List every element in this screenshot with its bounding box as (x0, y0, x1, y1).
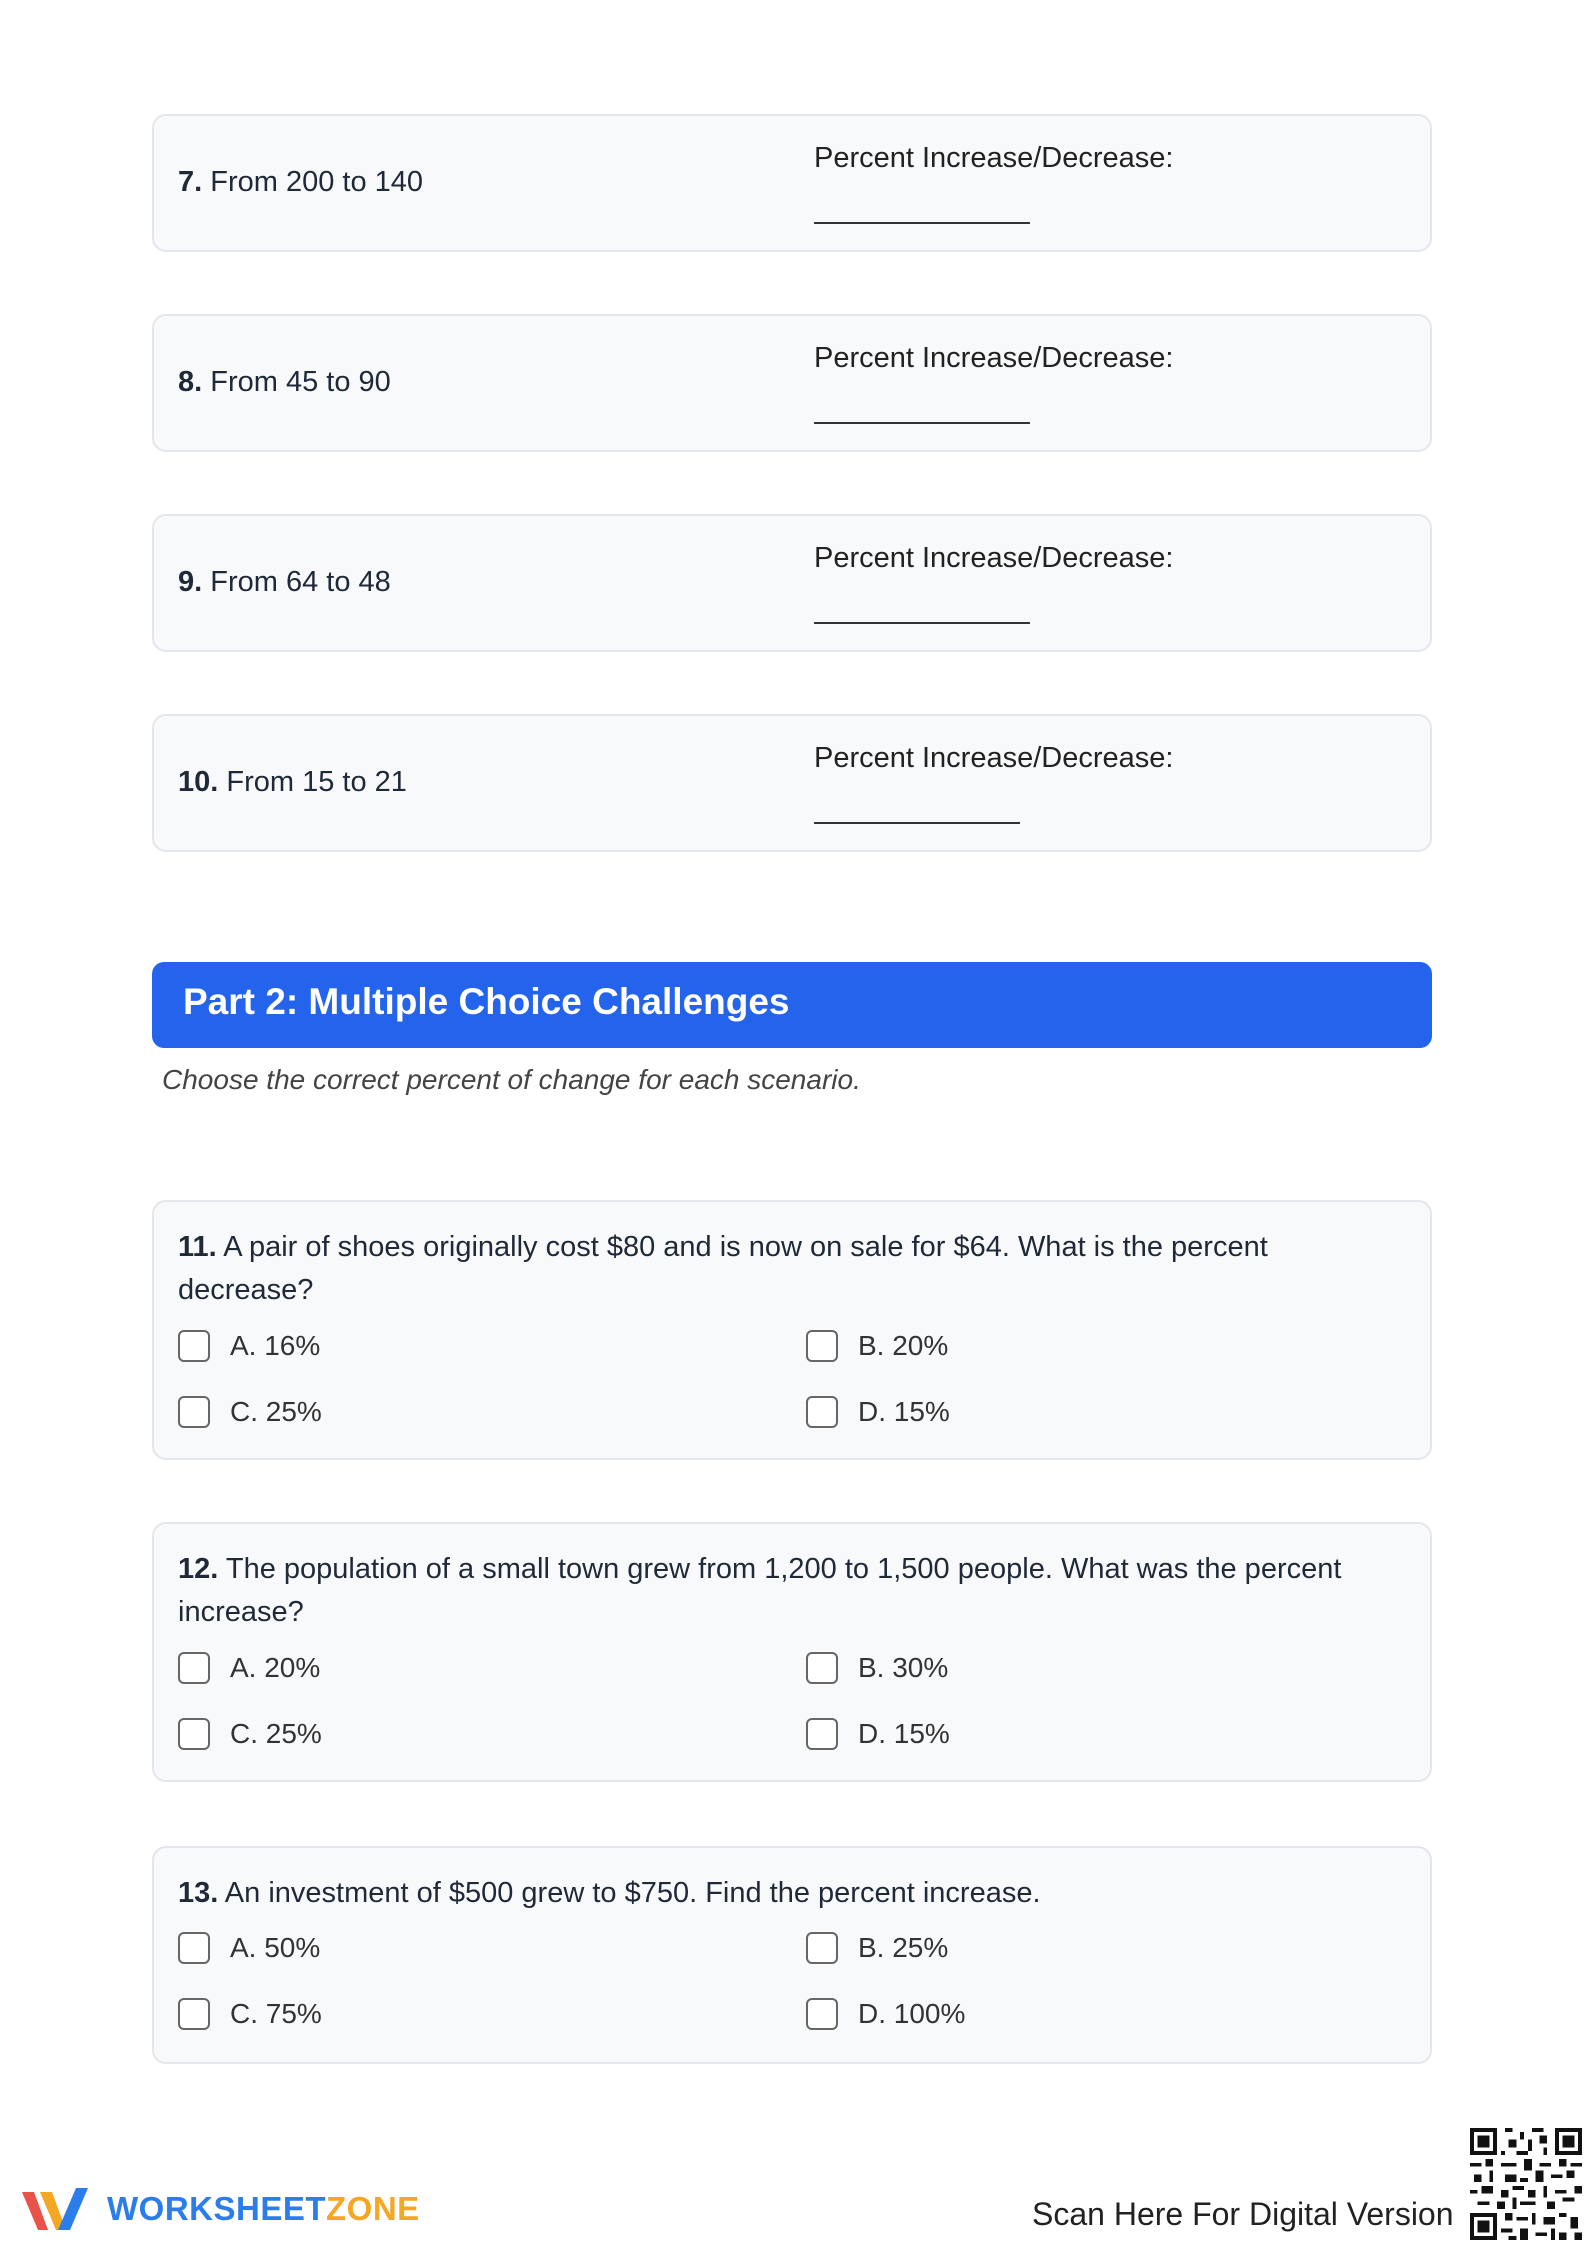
question-prompt: From 64 to 48 (210, 566, 391, 598)
checkbox[interactable] (178, 1998, 210, 2030)
option-label: A. 16% (230, 1330, 321, 1361)
option-label: B. 20% (858, 1330, 949, 1361)
checkbox[interactable] (806, 1998, 838, 2030)
question-number: 7. (178, 166, 203, 198)
answer-blank[interactable] (814, 622, 1030, 624)
question-text (178, 166, 423, 199)
question-text (178, 366, 391, 399)
brand-accent: ZONE (326, 2190, 420, 2227)
question-prompt: From 45 to 90 (210, 366, 391, 398)
question-number: 9. (178, 566, 203, 598)
answer-blank[interactable] (814, 422, 1030, 424)
question-card-11 (152, 1200, 1432, 1460)
brand-main: WORKSHEET (107, 2190, 326, 2227)
question-card-12 (152, 1522, 1432, 1782)
question-prompt: An investment of $500 grew to $750. Find the percent increase. (224, 1877, 1041, 1909)
checkbox[interactable] (178, 1718, 210, 1750)
option-label: B. 25% (858, 1932, 949, 1963)
question-prompt: A pair of shoes originally cost $80 and is now on sale for $64. What is the percent decrease? (178, 1231, 1268, 1306)
option-label: D. 15% (858, 1718, 950, 1749)
question-card-13 (152, 1846, 1432, 2064)
checkbox[interactable] (178, 1932, 210, 1964)
question-card-8 (152, 314, 1432, 452)
question-number: 10. (178, 766, 219, 798)
checkbox[interactable] (806, 1330, 838, 1362)
section-instructions: Choose the correct percent of change for each scenario. (162, 1064, 861, 1095)
option-label: A. 50% (230, 1932, 321, 1963)
brand-name (107, 2190, 420, 2228)
option-label: C. 75% (230, 1998, 322, 2029)
answer-blank[interactable] (814, 222, 1030, 224)
option-label: D. 15% (858, 1396, 950, 1427)
worksheetzone-logo-icon (18, 2182, 98, 2238)
checkbox[interactable] (806, 1396, 838, 1428)
section-title: Part 2: Multiple Choice Challenges (183, 981, 790, 1022)
question-text (178, 1872, 1398, 1915)
checkbox[interactable] (806, 1652, 838, 1684)
section-banner (152, 962, 1432, 1048)
question-text (178, 566, 391, 599)
question-text (178, 1226, 1398, 1312)
option-label: C. 25% (230, 1718, 322, 1749)
checkbox[interactable] (806, 1718, 838, 1750)
checkbox[interactable] (178, 1396, 210, 1428)
answer-label: Percent Increase/Decrease: (814, 342, 1174, 374)
scan-caption: Scan Here For Digital Version (1032, 2196, 1454, 2232)
option-label: C. 25% (230, 1396, 322, 1427)
question-text (178, 1548, 1398, 1634)
answer-label: Percent Increase/Decrease: (814, 542, 1174, 574)
question-number: 8. (178, 366, 203, 398)
question-prompt: From 200 to 140 (210, 166, 424, 198)
question-text (178, 766, 407, 799)
option-label: D. 100% (858, 1998, 966, 2029)
question-number: 12. (178, 1553, 219, 1585)
answer-label: Percent Increase/Decrease: (814, 142, 1174, 174)
question-prompt: The population of a small town grew from 1,200 to 1,500 people. What was the percent increase? (178, 1553, 1342, 1628)
checkbox[interactable] (178, 1330, 210, 1362)
question-card-7 (152, 114, 1432, 252)
checkbox[interactable] (806, 1932, 838, 1964)
qr-code-icon[interactable] (1470, 2128, 1582, 2240)
answer-label: Percent Increase/Decrease: (814, 742, 1174, 774)
option-label: A. 20% (230, 1652, 321, 1683)
option-label: B. 30% (858, 1652, 949, 1683)
question-card-10 (152, 714, 1432, 852)
answer-blank[interactable] (814, 822, 1020, 824)
question-number: 11. (178, 1231, 217, 1263)
checkbox[interactable] (178, 1652, 210, 1684)
question-number: 13. (178, 1877, 219, 1909)
question-card-9 (152, 514, 1432, 652)
question-prompt: From 15 to 21 (226, 766, 407, 798)
